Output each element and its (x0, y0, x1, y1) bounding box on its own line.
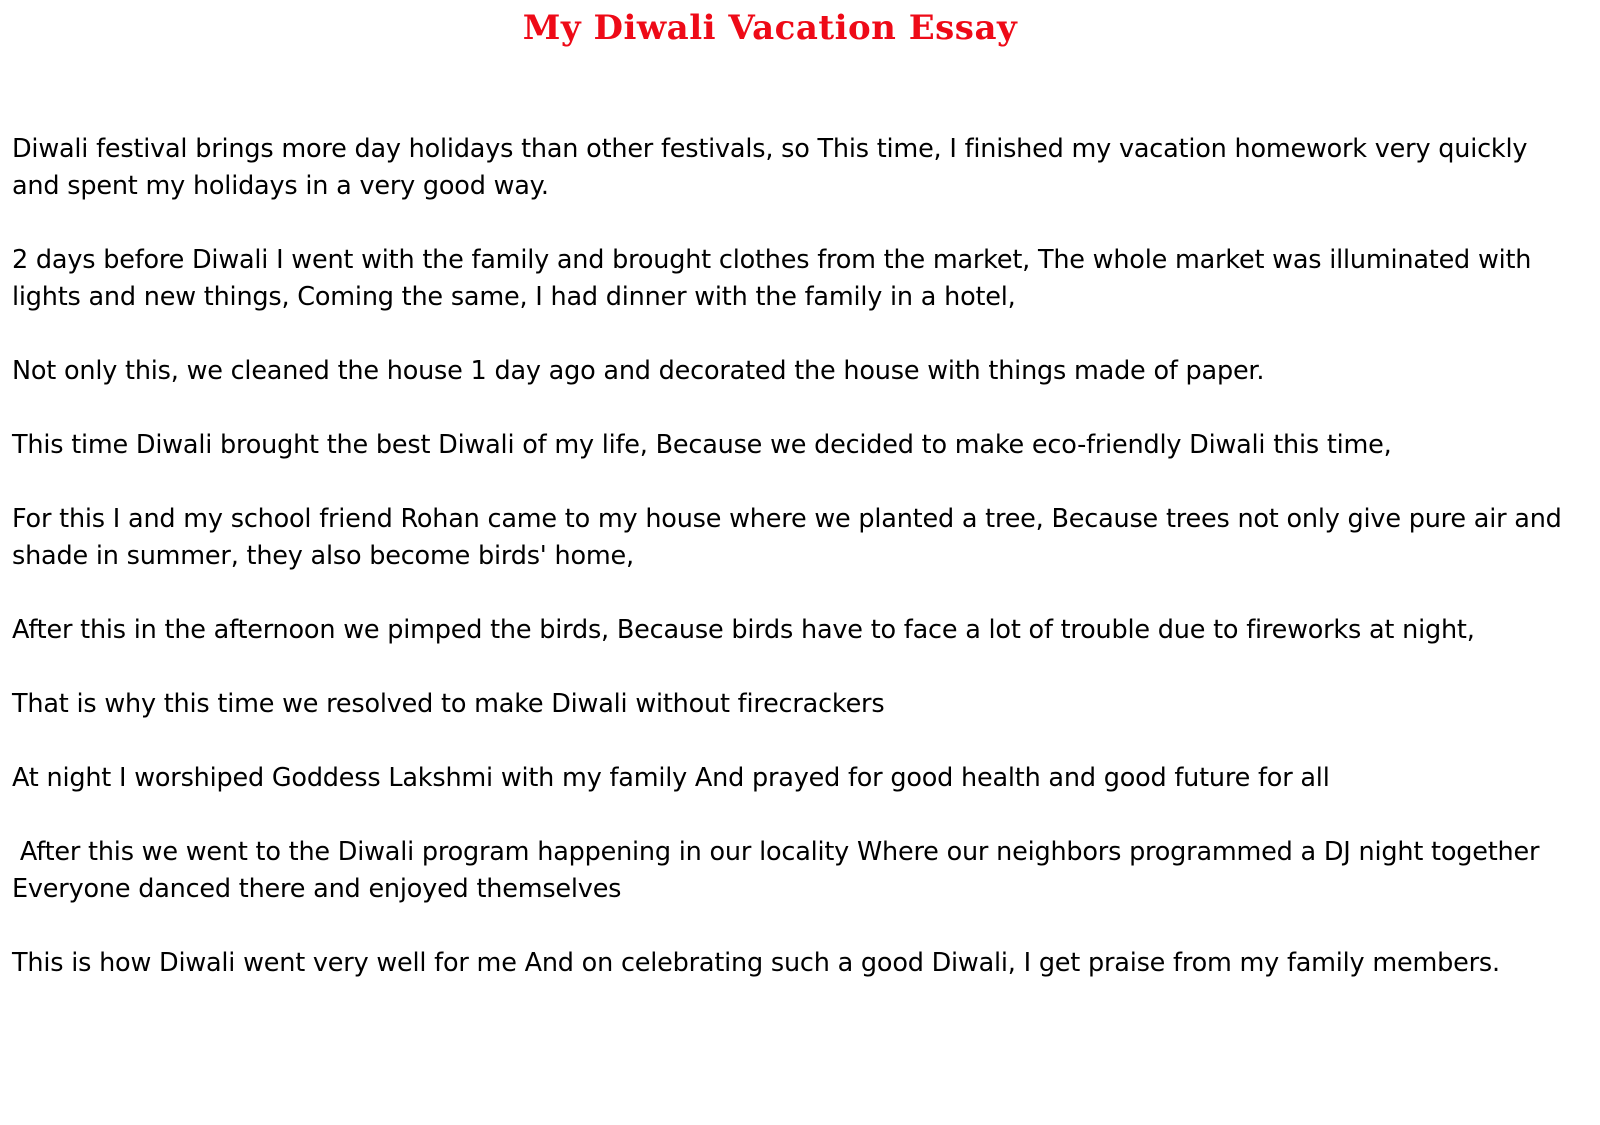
paragraph-8: At night I worshiped Goddess Lakshmi with my family And prayed for good health and good future for all (12, 763, 1330, 793)
paragraph-6: After this in the afternoon we pimped the birds, Because birds have to face a lot of trouble due to fireworks at night, (12, 615, 1475, 645)
paragraph-9: After this we went to the Diwali program happening in our locality Where our neighbors programmed a DJ night together Everyone danced there and enjoyed themselves (12, 837, 1548, 904)
paragraph-10: This is how Diwali went very well for me And on celebrating such a good Diwali, I get praise from my family members. (12, 948, 1500, 978)
essay-title: My Diwali Vacation Essay (522, 8, 1018, 48)
paragraph-7: That is why this time we resolved to make Diwali without firecrackers (12, 689, 885, 719)
paragraph-4: This time Diwali brought the best Diwali of my life, Because we decided to make eco-friendly Diwali this time, (12, 430, 1392, 460)
paragraph-5: For this I and my school friend Rohan came to my house where we planted a tree, Because trees not only give pure air and shade in summer, they also become birds' home, (12, 504, 1570, 571)
paragraph-3: Not only this, we cleaned the house 1 day ago and decorated the house with things made of paper. (12, 356, 1265, 386)
paragraph-1: Diwali festival brings more day holidays than other festivals, so This time, I finished my vacation homework very quickly and spent my holidays in a very good way. (12, 134, 1536, 201)
essay-body (12, 131, 1582, 1019)
paragraph-2: 2 days before Diwali I went with the family and brought clothes from the market, The whole market was illuminated with lights and new things, Coming the same, I had dinner with the family in a hotel, (12, 245, 1540, 312)
